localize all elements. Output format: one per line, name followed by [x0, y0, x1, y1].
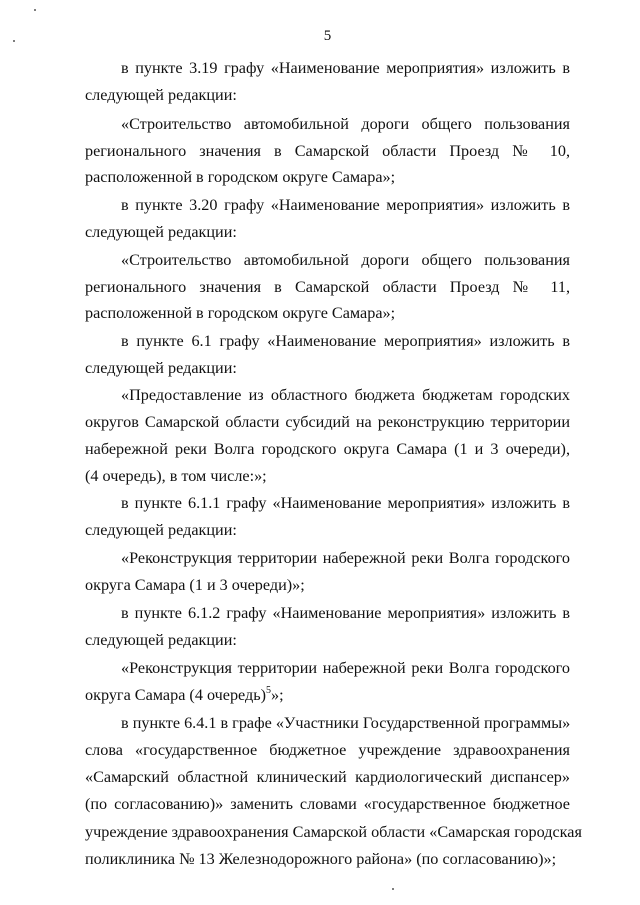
text-line: [85, 412, 570, 432]
text-line: [121, 250, 570, 270]
text-line-content: «Самарский областной клинический кардиологический диспансер»: [85, 768, 570, 786]
text-line-content: (4 очередь), в том числе:»;: [85, 467, 267, 485]
text-line: [85, 466, 570, 486]
text-line: [85, 167, 570, 187]
text-line-content: округа Самара (4 очередь): [85, 686, 267, 704]
text-line-content: «Строительство автомобильной дороги общего пользования: [121, 251, 570, 269]
text-line-content: округов Самарской области субсидий на реконструкцию территории: [85, 413, 570, 431]
text-line-content: расположенной в городском округе Самара»;: [85, 168, 396, 186]
text-line-content: «Реконструкция территории набережной реки Волга городского: [121, 549, 570, 567]
text-line-content: следующей редакции:: [85, 223, 237, 241]
text-line: [85, 822, 582, 842]
text-line: [85, 277, 570, 297]
scan-speck: [34, 9, 36, 11]
text-line-content: следующей редакции:: [85, 86, 237, 104]
text-line-content: округа Самара (1 и 3 очереди)»;: [85, 576, 305, 594]
text-line: [85, 767, 570, 787]
text-line-content: «Строительство автомобильной дороги общего пользования: [121, 115, 570, 133]
text-line-content: следующей редакции:: [85, 631, 237, 649]
text-line: [121, 58, 570, 78]
text-line-content: в пункте 6.1.2 графу «Наименование мероприятия» изложить в: [121, 604, 570, 622]
text-line-content: следующей редакции:: [85, 521, 237, 539]
text-line: [85, 358, 570, 378]
text-line: [85, 849, 570, 869]
text-line-content: в пункте 6.4.1 в графе «Участники Государственной программы»: [121, 714, 571, 732]
text-line-tail: »;: [271, 686, 284, 704]
text-line-content: в пункте 6.1.1 графу «Наименование мероприятия» изложить в: [121, 494, 570, 512]
text-line: [85, 439, 570, 459]
text-line-content: набережной реки Волга городского округа Самара (1 и 3 очереди),: [85, 440, 570, 458]
text-line: [121, 331, 570, 351]
text-line: [121, 195, 570, 215]
text-line: [85, 85, 570, 105]
text-line-content: в пункте 6.1 графу «Наименование мероприятия» изложить в: [121, 332, 570, 350]
text-line: [85, 630, 570, 650]
footnote-reference: 5: [266, 684, 272, 696]
text-line: [121, 548, 570, 568]
text-line-content: регионального значения в Самарской области Проезд № 11,: [85, 278, 570, 296]
text-line-content: (по согласованию)» заменить словами «государственное бюджетное: [85, 795, 570, 813]
text-line-content: учреждение здравоохранения Самарской области «Самарская городская: [85, 823, 582, 841]
text-line: [121, 385, 570, 405]
text-line-content: регионального значения в Самарской области Проезд № 10,: [85, 142, 570, 160]
scan-speck: [13, 40, 15, 42]
text-line-content: в пункте 3.20 графу «Наименование мероприятия» изложить в: [121, 196, 570, 214]
text-line: [121, 603, 570, 623]
text-line: [85, 794, 570, 814]
text-line-content: «Реконструкция территории набережной реки Волга городского: [121, 659, 570, 677]
text-line: [85, 303, 570, 323]
text-line-content: поликлиника № 13 Железнодорожного района» (по согласованию)»;: [85, 850, 557, 868]
text-line-content: «Предоставление из областного бюджета бюджетам городских: [121, 386, 570, 404]
text-line: [121, 713, 570, 733]
text-line-content: следующей редакции:: [85, 359, 237, 377]
text-line: [121, 114, 570, 134]
page-number: 5: [323, 28, 332, 44]
text-line: [85, 520, 570, 540]
text-line: [85, 222, 570, 242]
text-line: [121, 493, 570, 513]
text-line: [85, 740, 570, 760]
scan-speck: [392, 888, 394, 890]
text-line: [85, 685, 570, 705]
text-line: [85, 575, 570, 595]
text-line-content: слова «государственное бюджетное учреждение здравоохранения: [85, 741, 570, 759]
text-line-content: расположенной в городском округе Самара»;: [85, 304, 396, 322]
text-line: [121, 658, 570, 678]
text-line-content: в пункте 3.19 графу «Наименование мероприятия» изложить в: [121, 59, 570, 77]
text-line: [85, 141, 570, 161]
